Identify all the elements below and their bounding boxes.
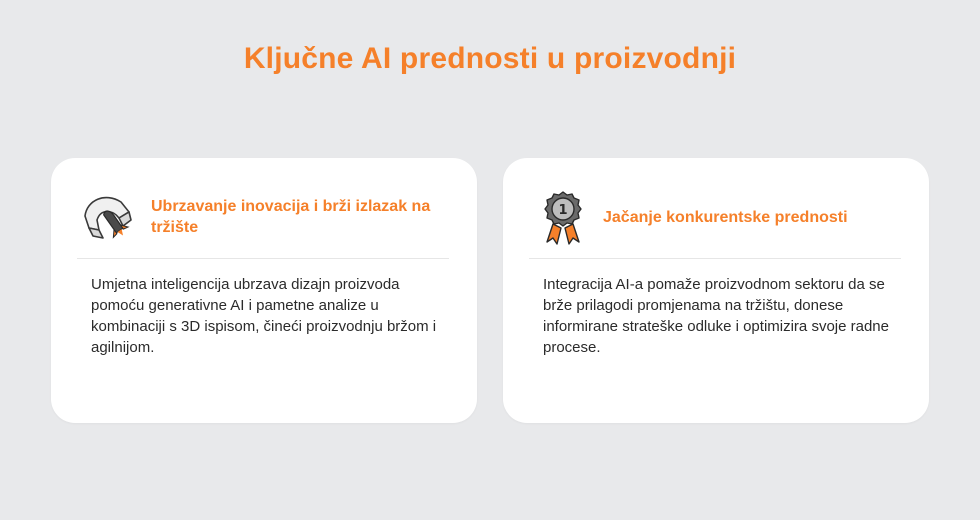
divider <box>529 258 901 259</box>
card-header <box>531 186 901 248</box>
benefit-card-innovation <box>51 158 477 423</box>
card-heading: Jačanje konkurentske prednosti <box>603 208 848 226</box>
page-title: Ključne AI prednosti u proizvodnji <box>243 42 737 75</box>
benefit-card-competitive <box>503 158 929 423</box>
rocket-arc-icon <box>79 186 143 248</box>
card-body: Umjetna inteligencija ubrzava dizajn proizvoda pomoću generativne AI i pametne analize u kombinaciji s 3D ispisom, čineći proizvodnju bržom i agilnijom. <box>91 276 437 356</box>
card-header <box>79 186 449 248</box>
card-body: Integracija AI-a pomaže proizvodnom sektoru da se brže prilagodi promjenama na tržištu, donese informirane strateške odluke i optimizira svoje radne procese. <box>543 276 889 356</box>
divider <box>77 258 449 259</box>
award-medal-icon <box>531 186 595 248</box>
card-heading: Ubrzavanje inovacija i brži izlazak na tržište <box>151 198 431 236</box>
svg-text:1: 1 <box>558 203 568 218</box>
